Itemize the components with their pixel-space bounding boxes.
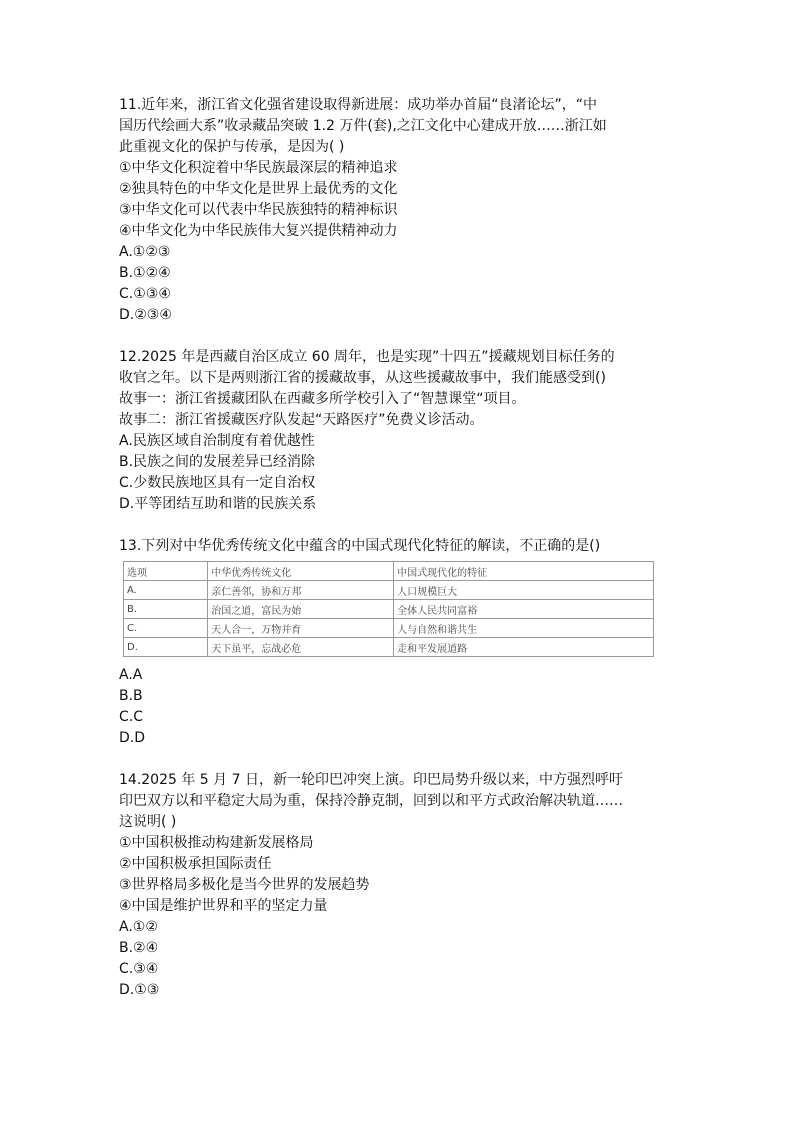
q14-option-a[interactable]: A.①② bbox=[119, 919, 158, 935]
question-12 bbox=[119, 347, 679, 515]
question-14 bbox=[119, 770, 679, 1001]
table-cell: B. bbox=[124, 600, 208, 619]
table-cell: 人与自然和谐共生 bbox=[394, 619, 654, 638]
table-cell: 天下虽平，忘战必危 bbox=[208, 638, 394, 657]
q11-stem-line-2: 国历代绘画大系”收录藏品突破 1.2 万件(套),之江文化中心建成开放……浙江如 bbox=[119, 118, 607, 134]
q11-statement-3: ③中华文化可以代表中华民族独特的精神标识 bbox=[119, 202, 398, 218]
q12-stem-line-1: 12.2025 年是西藏自治区成立 60 周年，也是实现”十四五”援藏规划目标任务的 bbox=[119, 349, 615, 365]
q12-option-d[interactable]: D.平等团结互助和谐的民族关系 bbox=[119, 496, 317, 512]
q12-option-a[interactable]: A.民族区域自治制度有着优越性 bbox=[119, 433, 315, 449]
q13-option-table bbox=[123, 561, 654, 657]
table-header-cell: 中国式现代化的特征 bbox=[394, 562, 654, 581]
table-header-cell: 中华优秀传统文化 bbox=[208, 562, 394, 581]
question-11 bbox=[119, 95, 679, 326]
table-cell: 全体人民共同富裕 bbox=[394, 600, 654, 619]
table-row bbox=[124, 600, 654, 619]
q13-option-c[interactable]: C.C bbox=[119, 709, 144, 725]
q11-stem-line-3: 此重视文化的保护与传承，是因为( ) bbox=[119, 139, 345, 155]
table-cell: A. bbox=[124, 581, 208, 600]
q14-statement-2: ②中国积极承担国际责任 bbox=[119, 856, 272, 872]
q14-statement-3: ③世界格局多极化是当今世界的发展趋势 bbox=[119, 877, 370, 893]
table-cell: 人口规模巨大 bbox=[394, 581, 654, 600]
q11-statement-2: ②独具特色的中华文化是世界上最优秀的文化 bbox=[119, 181, 398, 197]
q13-option-a[interactable]: A.A bbox=[119, 667, 143, 683]
q12-stem-line-2: 收官之年。以下是两则浙江省的援藏故事，从这些援藏故事中，我们能感受到() bbox=[119, 370, 606, 386]
table-cell: 走和平发展道路 bbox=[394, 638, 654, 657]
q14-option-d[interactable]: D.①③ bbox=[119, 982, 160, 998]
q14-stem-line-3: 这说明( ) bbox=[119, 814, 177, 830]
q12-option-c[interactable]: C.少数民族地区具有一定自治权 bbox=[119, 475, 316, 491]
q11-statement-1: ①中华文化积淀着中华民族最深层的精神追求 bbox=[119, 160, 398, 176]
q11-option-a[interactable]: A.①②③ bbox=[119, 244, 171, 260]
q11-option-b[interactable]: B.①②④ bbox=[119, 265, 171, 281]
table-cell: C. bbox=[124, 619, 208, 638]
table-cell: 治国之道，富民为始 bbox=[208, 600, 394, 619]
q14-option-c[interactable]: C.③④ bbox=[119, 961, 159, 977]
q11-statement-4: ④中华文化为中华民族伟大复兴提供精神动力 bbox=[119, 223, 398, 239]
q12-story-2: 故事二：浙江省援藏医疗队发起“天路医疗”免费义诊活动。 bbox=[119, 412, 484, 428]
q14-stem-line-1: 14.2025 年 5 月 7 日，新一轮印巴冲突上演。印巴局势升级以来，中方强烈呼吁 bbox=[119, 772, 623, 788]
table-header-cell: 选项 bbox=[124, 562, 208, 581]
q14-stem-line-2: 印巴双方以和平稳定大局为重，保持冷静克制，回到以和平方式政治解决轨道…… bbox=[119, 793, 623, 809]
table-header-row bbox=[124, 562, 654, 581]
question-13 bbox=[119, 536, 679, 749]
table-cell: 亲仁善邻，协和万邦 bbox=[208, 581, 394, 600]
q11-option-c[interactable]: C.①③④ bbox=[119, 286, 171, 302]
table-cell: D. bbox=[124, 638, 208, 657]
q12-story-1: 故事一：浙江省援藏团队在西藏多所学校引入了“智慧课堂“项目。 bbox=[119, 391, 526, 407]
table-row bbox=[124, 581, 654, 600]
q13-option-d[interactable]: D.D bbox=[119, 730, 146, 746]
q11-stem-line-1: 11.近年来，浙江省文化强省建设取得新进展：成功举办首届“良渚论坛”，“中 bbox=[119, 97, 598, 113]
q12-option-b[interactable]: B.民族之间的发展差异已经消除 bbox=[119, 454, 316, 470]
table-row bbox=[124, 619, 654, 638]
q13-option-b[interactable]: B.B bbox=[119, 688, 143, 704]
q13-stem-line-1: 13.下列对中华优秀传统文化中蕴含的中国式现代化特征的解读，不正确的是() bbox=[119, 538, 601, 554]
q11-option-d[interactable]: D.②③④ bbox=[119, 307, 172, 323]
q14-statement-4: ④中国是维护世界和平的坚定力量 bbox=[119, 898, 328, 914]
table-cell: 天人合一，万物并育 bbox=[208, 619, 394, 638]
table-row bbox=[124, 638, 654, 657]
q14-option-b[interactable]: B.②④ bbox=[119, 940, 159, 956]
q14-statement-1: ①中国积极推动构建新发展格局 bbox=[119, 835, 314, 851]
exam-page bbox=[119, 95, 679, 1001]
